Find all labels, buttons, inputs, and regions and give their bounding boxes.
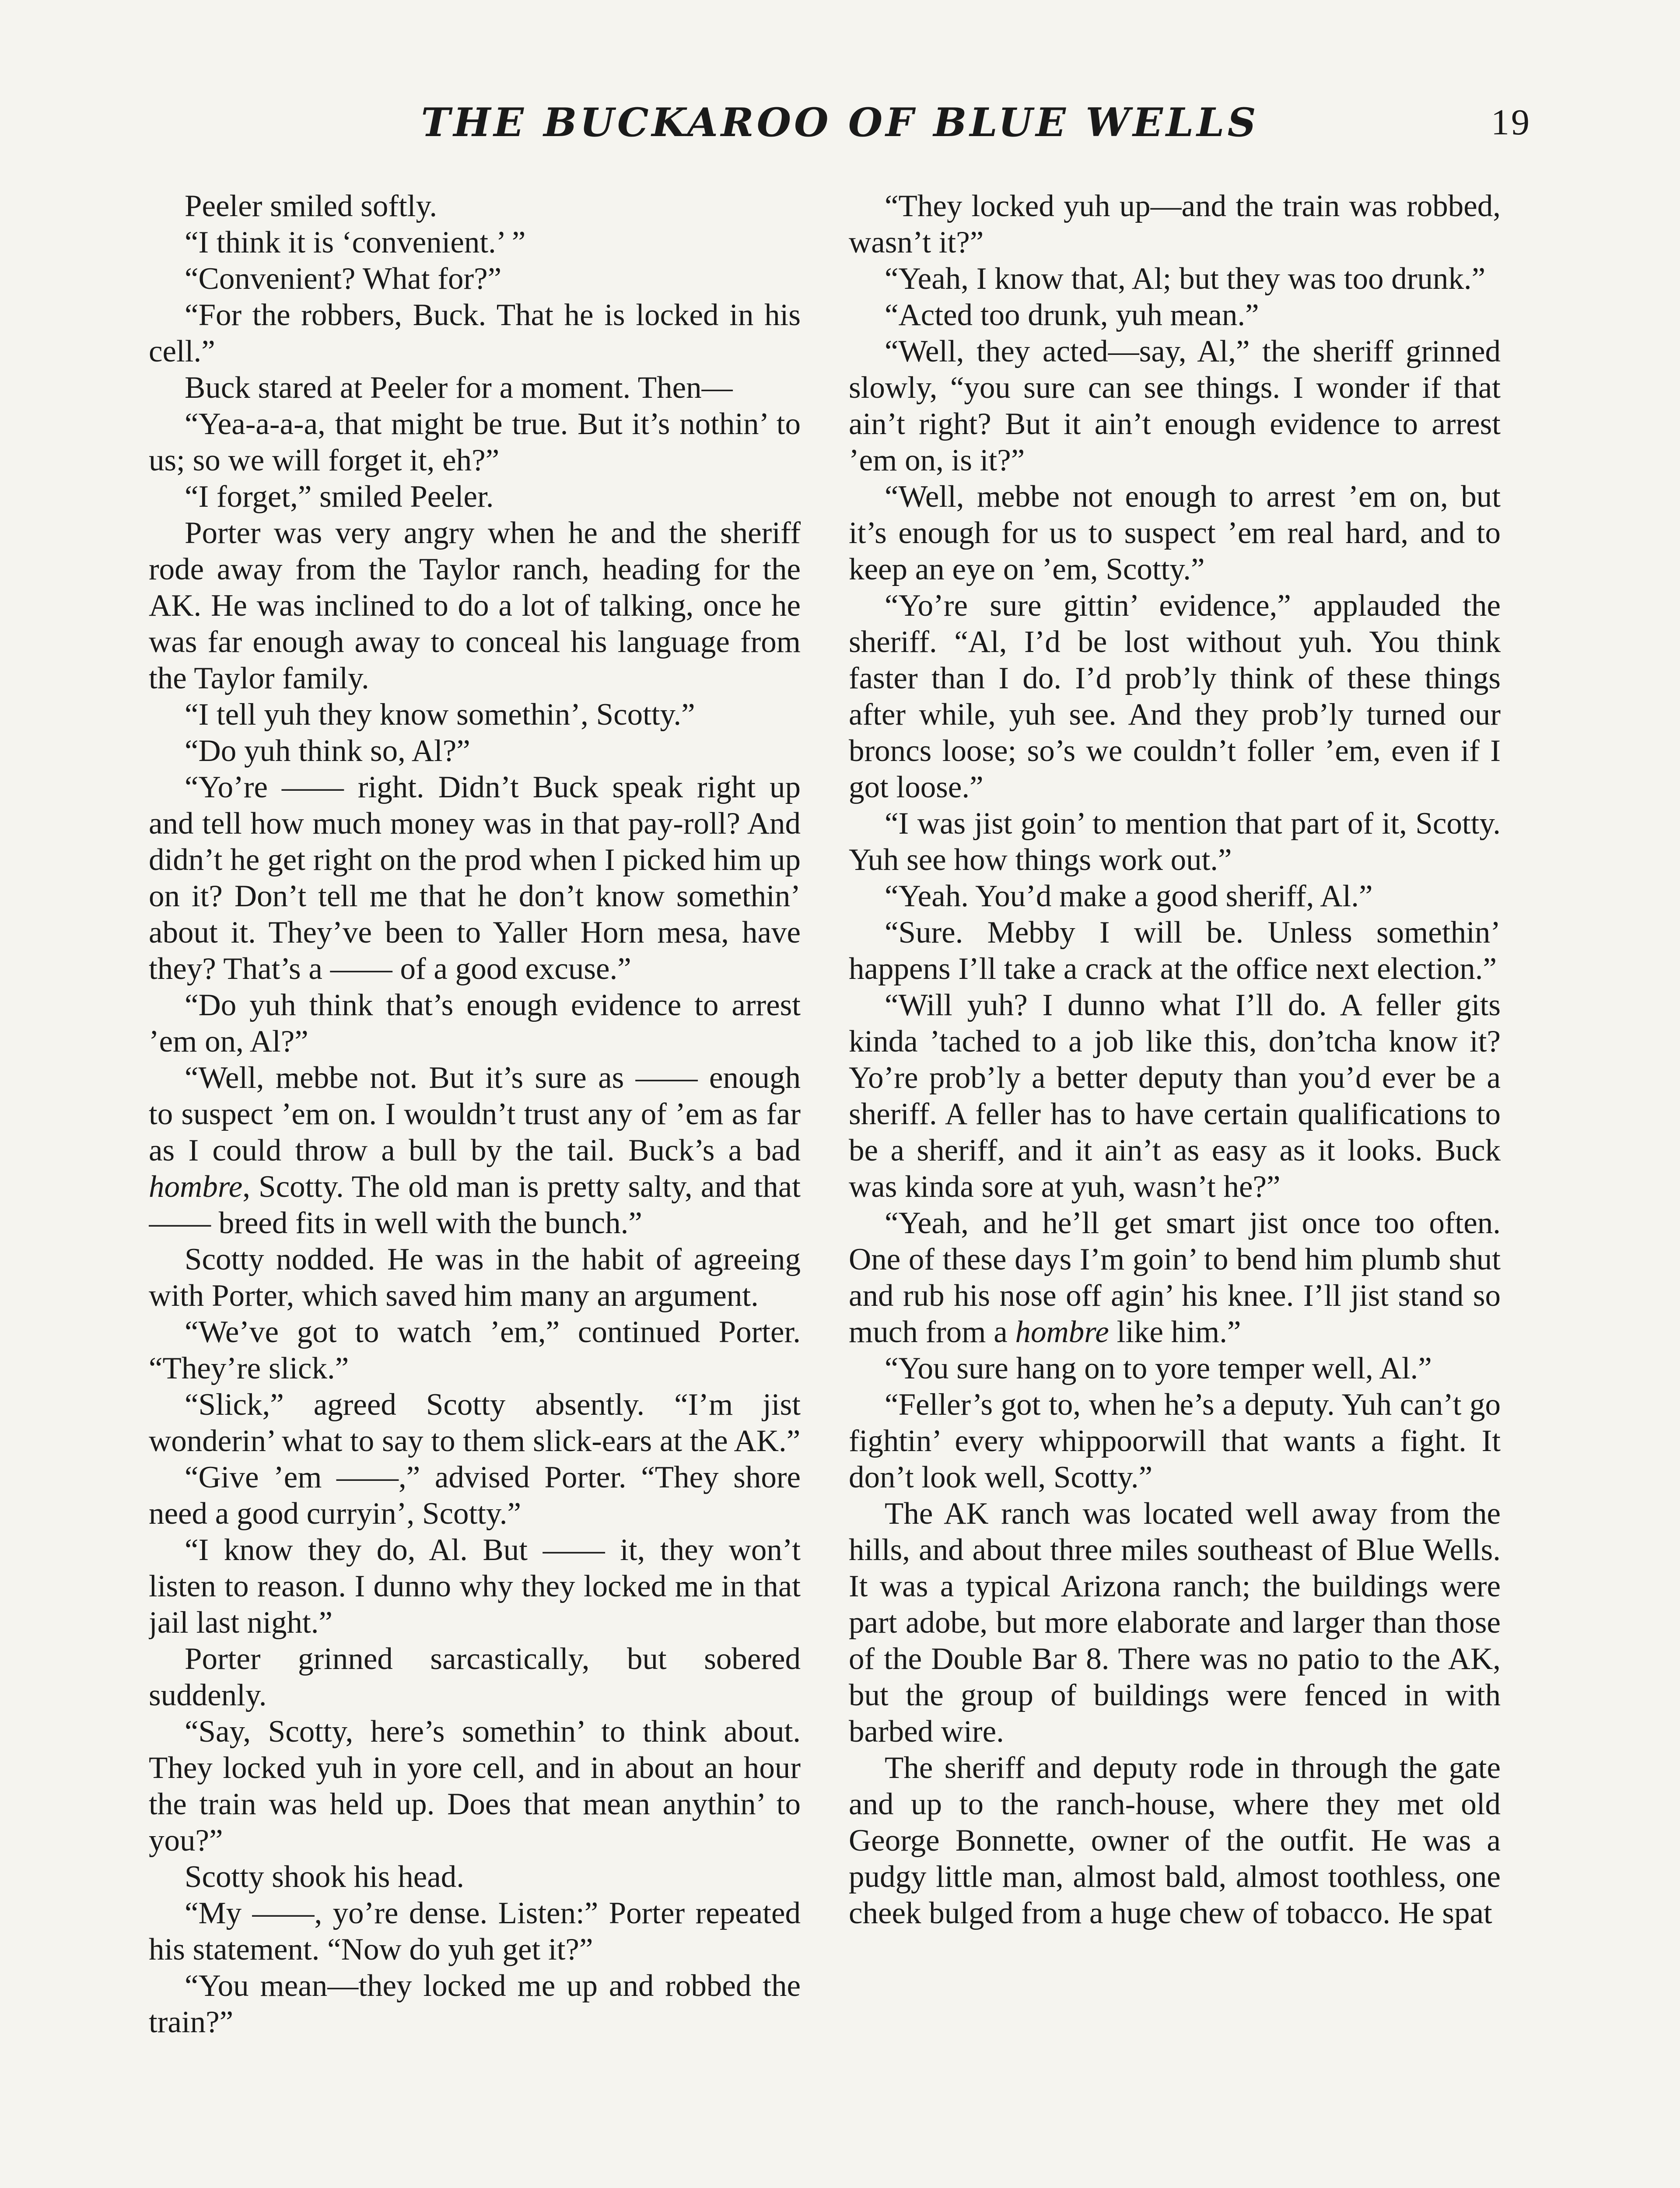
- body-columns: [149, 188, 1501, 2188]
- paragraph: “We’ve got to watch ’em,” continued Porter. “They’re slick.”: [149, 1315, 801, 1385]
- paragraph: “You sure hang on to yore temper well, Al.”: [885, 1351, 1432, 1385]
- paragraph: “You mean—they locked me up and robbed the train?”: [149, 1969, 801, 2039]
- paragraph: Buck stared at Peeler for a moment. Then—: [185, 371, 733, 405]
- paragraph: The AK ranch was located well away from the hills, and about three miles southeast of Blue Wells. It was a typical Arizona ranch; the buildings were part adobe, but more elaborate and larger than those of the Double Bar 8. There was no patio to the AK, but the group of buildings were fenced in with barbed wire.: [849, 1497, 1501, 1749]
- paragraph: “Yeah, and he’ll get smart jist once too often. One of these days I’m goin’ to bend him plumb shut and rub his nose off agin’ his knee. I’ll jist stand so much from a hombre like him.”: [849, 1206, 1501, 1349]
- left-column: [149, 188, 801, 2188]
- running-title: THE BUCKAROO OF BLUE WELLS: [421, 99, 1259, 146]
- running-head: [149, 90, 1531, 155]
- paragraph: “Well, mebbe not. But it’s sure as —— enough to suspect ’em on. I wouldn’t trust any of ’em as far as I could throw a bull by the tail. Buck’s a bad hombre, Scotty. The old man is pretty salty, and that —— breed fits in well with the bunch.”: [149, 1061, 801, 1240]
- paragraph: “My ——, yo’re dense. Listen:” Porter repeated his statement. “Now do yuh get it?”: [149, 1896, 801, 1967]
- paragraph: Scotty nodded. He was in the habit of agreeing with Porter, which saved him many an argument.: [149, 1242, 801, 1313]
- paragraph: “Acted too drunk, yuh mean.”: [885, 298, 1259, 332]
- paragraph: Peeler smiled softly.: [185, 189, 438, 223]
- paragraph: “I think it is ‘convenient.’ ”: [185, 225, 526, 259]
- paragraph: “Give ’em ——,” advised Porter. “They shore need a good curryin’, Scotty.”: [149, 1460, 801, 1531]
- paragraph: “I know they do, Al. But —— it, they won’t listen to reason. I dunno why they locked me in that jail last night.”: [149, 1533, 801, 1640]
- page-number: 19: [1491, 102, 1531, 143]
- paragraph: Scotty shook his head.: [185, 1860, 464, 1894]
- paragraph: “Well, they acted—say, Al,” the sheriff grinned slowly, “you sure can see things. I wonder if that ain’t right? But it ain’t enough evidence to arrest ’em on, is it?”: [849, 334, 1501, 477]
- paragraph: “Convenient? What for?”: [185, 262, 502, 296]
- right-column: [849, 188, 1501, 2188]
- paragraph: “Feller’s got to, when he’s a deputy. Yuh can’t go fightin’ every whippoorwill that wants a fight. It don’t look well, Scotty.”: [849, 1388, 1501, 1494]
- paragraph: “Yo’re sure gittin’ evidence,” applauded the sheriff. “Al, I’d be lost without yuh. You think faster than I do. I’d prob’ly think of these things after while, yuh see. And they prob’ly turned our broncs loose; so’s we couldn’t foller ’em, even if I got loose.”: [849, 589, 1501, 804]
- paragraph: “Do yuh think so, Al?”: [185, 734, 470, 768]
- paragraph: Porter grinned sarcastically, but sobered suddenly.: [149, 1642, 801, 1712]
- paragraph: “Do yuh think that’s enough evidence to arrest ’em on, Al?”: [149, 988, 801, 1059]
- paragraph: “Well, mebbe not enough to arrest ’em on, but it’s enough for us to suspect ’em real hard, and to keep an eye on ’em, Scotty.”: [849, 480, 1501, 586]
- paragraph: “Yeah. You’d make a good sheriff, Al.”: [885, 879, 1373, 913]
- paragraph: Porter was very angry when he and the sheriff rode away from the Taylor ranch, heading for the AK. He was inclined to do a lot of talking, once he was far enough away to conceal his language from the Taylor family.: [149, 516, 801, 695]
- paragraph: “I tell yuh they know somethin’, Scotty.”: [185, 698, 695, 732]
- paragraph: “Yo’re —— right. Didn’t Buck speak right up and tell how much money was in that pay-roll? And didn’t he get right on the prod when I picked him up on it? Don’t tell me that he don’t know somethin’ about it. They’ve been to Yaller Horn mesa, have they? That’s a —— of a good excuse.”: [149, 770, 801, 986]
- paragraph: The sheriff and deputy rode in through the gate and up to the ranch-house, where they met old George Bonnette, owner of the outfit. He was a pudgy little man, almost bald, almost toothless, one cheek bulged from a huge chew of tobacco. He spat: [849, 1751, 1501, 1930]
- paragraph: “Sure. Mebby I will be. Unless somethin’ happens I’ll take a crack at the office next election.”: [849, 915, 1501, 986]
- paragraph: “Say, Scotty, here’s somethin’ to think about. They locked yuh in yore cell, and in about an hour the train was held up. Does that mean anythin’ to you?”: [149, 1715, 801, 1858]
- paragraph: “I was jist goin’ to mention that part of it, Scotty. Yuh see how things work out.”: [849, 806, 1501, 877]
- paragraph: “Yea-a-a-a, that might be true. But it’s nothin’ to us; so we will forget it, eh?”: [149, 407, 801, 477]
- paragraph: “Yeah, I know that, Al; but they was too drunk.”: [885, 262, 1486, 296]
- paragraph: “I forget,” smiled Peeler.: [185, 480, 494, 514]
- paragraph: “For the robbers, Buck. That he is locked in his cell.”: [149, 298, 801, 368]
- paragraph: “Slick,” agreed Scotty absently. “I’m jist wonderin’ what to say to them slick-ears at the AK.”: [149, 1388, 801, 1458]
- paragraph: “Will yuh? I dunno what I’ll do. A feller gits kinda ’tached to a job like this, don’tcha know it? Yo’re prob’ly a better deputy than you’d ever be a sheriff. A feller has to have certain qualifications to be a sheriff, and it ain’t as easy as it looks. Buck was kinda sore at yuh, wasn’t he?”: [849, 988, 1501, 1204]
- paragraph: “They locked yuh up—and the train was robbed, wasn’t it?”: [849, 189, 1501, 259]
